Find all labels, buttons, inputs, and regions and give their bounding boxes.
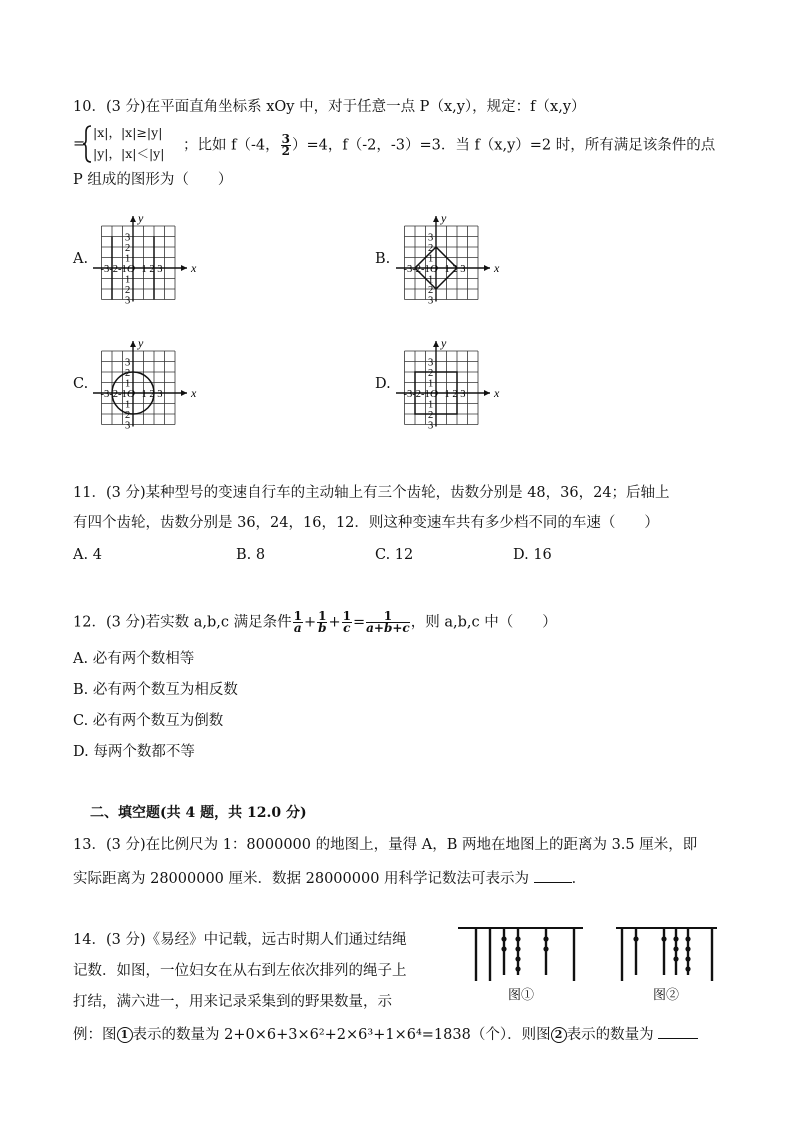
q10-piecewise xyxy=(73,124,183,164)
y-tick-label: 2 xyxy=(125,368,131,379)
y-tick-label: 2 xyxy=(428,368,434,379)
y-tick-label: 1 xyxy=(428,378,434,390)
knots xyxy=(501,936,548,971)
y-axis-label: y xyxy=(138,211,144,225)
q10-option-d-label[interactable]: D. xyxy=(375,376,391,392)
q10-line1: 10．(3 分)在平面直角坐标系 xOy 中，对于任意一点 P（x,y），规定：f（x,y） xyxy=(73,99,586,115)
q12-option-a[interactable]: A. 必有两个数相等 xyxy=(73,651,195,667)
q14-figure-1 xyxy=(458,925,583,985)
q10-option-d-graph[interactable] xyxy=(396,330,506,430)
q10-mid1: ；比如 f（-4， xyxy=(183,137,280,154)
x-tick-labels-positive: 1 2 3 xyxy=(141,264,163,275)
q13-line1: 13．(3 分)在比例尺为 1：8000000 的地图上，量得 A，B 两地在地图上的距离为 3.5 厘米，即 xyxy=(73,837,698,853)
y-axis-label: y xyxy=(441,336,447,350)
rope-lines xyxy=(476,928,574,981)
q12-prefix: 12．(3 分)若实数 a,b,c 满足条件 xyxy=(73,614,292,631)
q11-option-d[interactable]: D. 16 xyxy=(513,547,552,563)
y-tick-label: 2 xyxy=(428,243,434,254)
q12-frac-b: $\frac{1}{b}$ xyxy=(318,609,327,635)
q14-line3: 打结，满六进一，用来记录采集到的野果数量，示 xyxy=(73,994,392,1010)
q13-answer-blank[interactable] xyxy=(534,869,572,883)
q10-option-c-label[interactable]: C. xyxy=(73,376,89,392)
y-tick-label: 1 xyxy=(428,253,434,265)
y-tick-label: 2 xyxy=(428,285,434,296)
q12-frac-rhs: $\frac{1}{a+b+c}$ xyxy=(366,609,410,635)
q12-option-c[interactable]: C. 必有两个数互为倒数 xyxy=(73,713,224,729)
x-tick-labels-negative: -3-2-1 xyxy=(100,264,127,275)
q10-option-b-label[interactable]: B. xyxy=(375,251,391,267)
circled-one-icon: 1 xyxy=(117,1027,133,1043)
y-tick-label: 1 xyxy=(428,274,434,286)
x-axis-label: x xyxy=(191,261,197,275)
q14-line1: 14．(3 分)《易经》中记载，远古时期人们通过结绳 xyxy=(73,932,407,948)
q11-option-a[interactable]: A. 4 xyxy=(73,547,102,563)
y-tick-label: 1 xyxy=(428,399,434,411)
y-tick-label: 3 xyxy=(125,295,131,305)
x-tick-labels-positive: 1 2 3 xyxy=(444,389,466,400)
q14-figure-2 xyxy=(612,925,717,985)
section2-title: 二、填空题(共 4 题，共 12.0 分) xyxy=(90,805,307,821)
q10-mid2: ）=4，f（-2，-3）=3．当 f（x,y）=2 时，所有满足该条件的点 xyxy=(291,137,716,154)
y-tick-label: 1 xyxy=(125,378,131,390)
q10-option-c-graph[interactable] xyxy=(93,330,203,430)
q10-case1: |x|，|x|≥|y| xyxy=(93,125,163,140)
y-axis-arrow-icon xyxy=(433,341,439,347)
origin-label: O xyxy=(127,388,135,400)
x-tick-labels-negative: -3-2-1 xyxy=(100,389,127,400)
y-tick-label: 2 xyxy=(428,410,434,421)
x-axis-arrow-icon xyxy=(484,265,490,271)
q11-option-c[interactable]: C. 12 xyxy=(375,547,414,563)
y-axis-arrow-icon xyxy=(130,341,136,347)
x-axis-arrow-icon xyxy=(181,265,187,271)
q10-eq: = xyxy=(73,136,86,152)
x-tick-labels-positive: 1 2 3 xyxy=(444,264,466,275)
y-axis-label: y xyxy=(441,211,447,225)
q14-answer-blank[interactable] xyxy=(658,1025,698,1039)
q10-line2 xyxy=(183,134,715,157)
knots xyxy=(633,936,690,971)
q14-line2: 记数．如图，一位妇女在从右到左依次排列的绳子上 xyxy=(73,963,407,979)
y-tick-label: 3 xyxy=(125,232,131,244)
q11-option-b[interactable]: B. 8 xyxy=(236,547,266,563)
y-tick-label: 3 xyxy=(125,357,131,369)
origin-label: O xyxy=(430,263,438,275)
x-tick-labels-negative: -3-2-1 xyxy=(403,264,430,275)
x-tick-labels-positive: 1 2 3 xyxy=(141,389,163,400)
q11-line1: 11．(3 分)某种型号的变速自行车的主动轴上有三个齿轮，齿数分别是 48，36，24；后轴上 xyxy=(73,485,670,501)
x-tick-labels-negative: -3-2-1 xyxy=(403,389,430,400)
y-axis-arrow-icon xyxy=(130,216,136,222)
y-axis-label: y xyxy=(138,336,144,350)
y-tick-label: 1 xyxy=(125,399,131,411)
y-tick-label: 2 xyxy=(125,285,131,296)
q10-option-b-graph[interactable] xyxy=(396,205,506,305)
q10-option-a-graph[interactable] xyxy=(93,205,203,305)
x-axis-label: x xyxy=(494,261,500,275)
q14-fig2-caption: 图② xyxy=(653,988,680,1003)
q12-option-d[interactable]: D. 每两个数都不等 xyxy=(73,744,195,760)
origin-label: O xyxy=(430,388,438,400)
x-axis-label: x xyxy=(494,386,500,400)
x-axis-label: x xyxy=(191,386,197,400)
x-axis-arrow-icon xyxy=(181,390,187,396)
q12-frac-c: $\frac{1}{c}$ xyxy=(342,609,351,635)
x-axis-arrow-icon xyxy=(484,390,490,396)
q14-line4: 例：图 1 表示的数量为 2+0×6+3×6²+2×6³+1×6⁴=1838（个）．则图 2 表示的数量为 xyxy=(73,1025,698,1044)
y-tick-label: 2 xyxy=(125,410,131,421)
y-axis-arrow-icon xyxy=(433,216,439,222)
y-tick-label: 3 xyxy=(428,232,434,244)
circled-two-icon: 2 xyxy=(551,1027,567,1043)
q14-fig1-caption: 图① xyxy=(508,988,535,1003)
y-tick-label: 3 xyxy=(428,295,434,305)
grid-lines xyxy=(405,226,479,300)
q10-option-a-label[interactable]: A. xyxy=(73,251,89,267)
y-tick-label: 3 xyxy=(125,420,131,430)
q12-frac-a: $\frac{1}{a}$ xyxy=(293,609,302,635)
y-tick-label: 3 xyxy=(428,357,434,369)
y-tick-label: 1 xyxy=(125,253,131,265)
q10-case2: |y|，|x|＜|y| xyxy=(93,146,165,161)
y-tick-label: 3 xyxy=(428,420,434,430)
q12-stem: 12．(3 分)若实数 a,b,c 满足条件 $\frac{1}{a}$ + $\frac{1}{b}$ + $\frac{1}{c}$ = $\frac{1}{a+b+c}$ ，则 a,b,c 中（ ） xyxy=(73,609,557,635)
q13-line2: 实际距离为 28000000 厘米．数据 28000000 用科学记数法可表示为 ． xyxy=(73,871,587,887)
rope-lines xyxy=(622,928,712,981)
q11-line2: 有四个齿轮，齿数分别是 36，24，16，12．则这种变速车共有多少档不同的车速（ ） xyxy=(73,515,659,531)
q10-fraction: $\frac{3}{2}$ xyxy=(281,132,290,158)
y-tick-label: 2 xyxy=(125,243,131,254)
q10-line3: P 组成的图形为（ ） xyxy=(73,172,233,188)
y-tick-label: 1 xyxy=(125,274,131,286)
q12-suffix: ，则 a,b,c 中（ ） xyxy=(410,614,557,631)
origin-label: O xyxy=(127,263,135,275)
brace-icon xyxy=(83,124,93,164)
q12-option-b[interactable]: B. 必有两个数互为相反数 xyxy=(73,682,238,698)
